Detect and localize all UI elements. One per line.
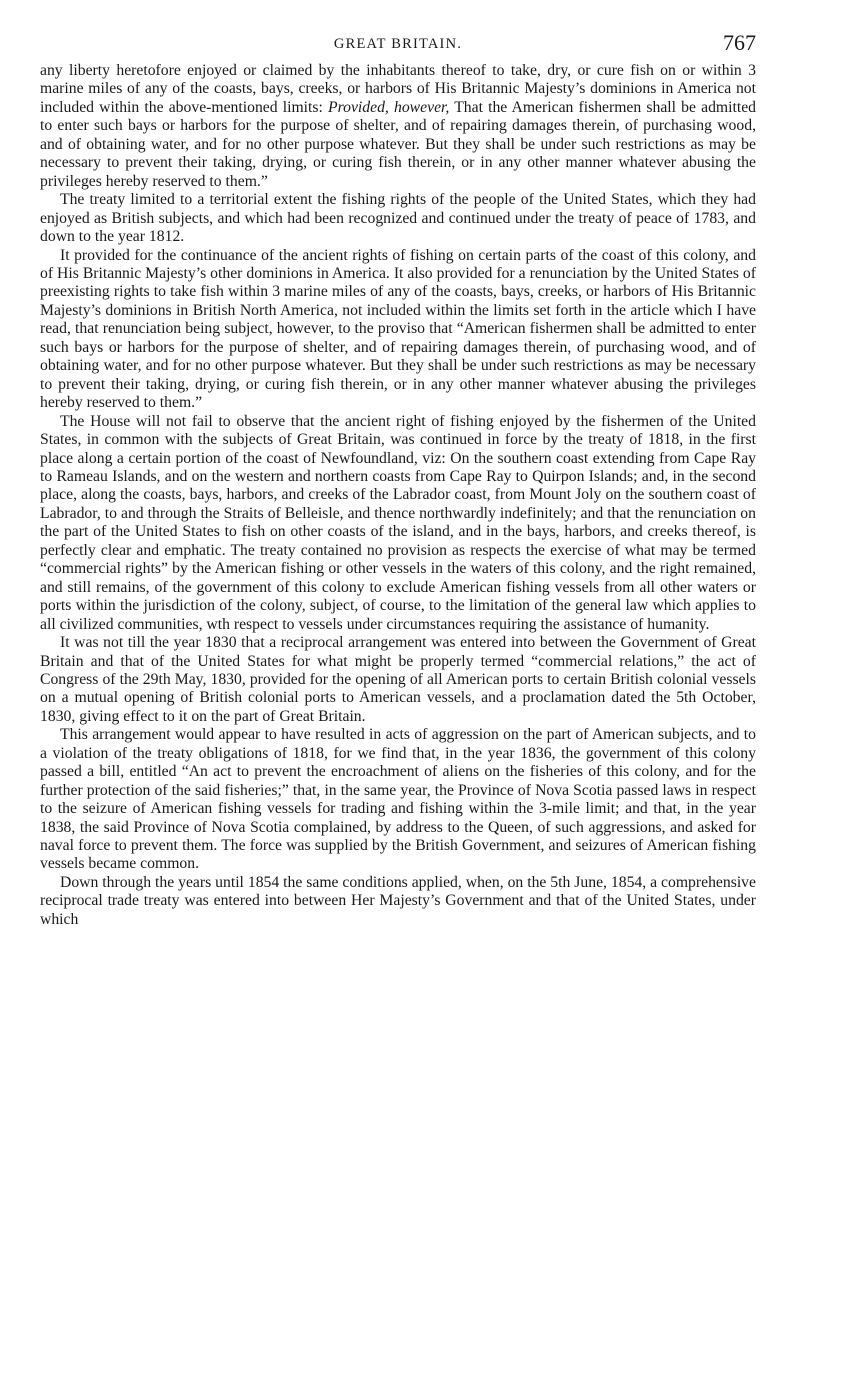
page-number: 767 — [723, 30, 756, 55]
page-body — [40, 62, 756, 929]
document-page — [40, 30, 756, 929]
paragraph-1-text-a: any liberty heretofore enjoyed or claimed by the inhabitants thereof to take, dry, or cure fish on or within 3 marine miles of any of the coasts, bays, creeks, or harbors of His Britannic Majesty’s dominions in America not included within the above-mentioned limits: — [40, 62, 756, 116]
paragraph-1-text-b: That the American fishermen shall be admitted to enter such bays or harbors for the purpose of shelter, and of repairing damages therein, of purchasing wood, and of obtaining water, and for no other purpose whatever. But they shall be under such restrictions as may be necessary to prevent their taking, drying, or curing fish therein, or in any other manner whatever abusing the privileges hereby reserved to them.” — [40, 98, 756, 190]
paragraph-7: Down through the years until 1854 the same conditions applied, when, on the 5th June, 1854, a comprehensive reciprocal trade treaty was entered into between Her Majesty’s Government and that of the United States, under which — [40, 873, 756, 928]
paragraph-3: It provided for the continuance of the ancient rights of fishing on certain parts of the coast of this colony, and of His Britannic Majesty’s other dominions in America. It also provided for a renunciation by the United States of preexisting rights to take fish within 3 marine miles of any of the coasts, bays, creeks, or harbors of His Britannic Majesty’s dominions in British North America, not included within the limits set forth in the article which I have read, that renunciation being subject, however, to the proviso that “American fishermen shall be admitted to enter such bays or harbors for the purpose of shelter, and of repairing damages therein, of purchasing wood, and of obtaining water, and for no other purpose whatever. But they shall be under such restrictions as may be necessary to prevent their taking, drying, or curing fish therein, or in any other manner whatever abusing the privileges hereby reserved to them.” — [40, 246, 756, 412]
paragraph-5: It was not till the year 1830 that a reciprocal arrangement was entered into between the Government of Great Britain and that of the United States for what might be properly termed “commercial relations,” the act of Congress of the 29th May, 1830, provided for the opening of all American ports to certain British colonial vessels on a mutual opening of British colonial ports to American vessels, and a proclamation dated the 5th October, 1830, giving effect to it on the part of Great Britain. — [40, 634, 756, 725]
paragraph-2: The treaty limited to a territorial extent the fishing rights of the people of the United States, which they had enjoyed as British subjects, and which had been recognized and continued under the treaty of peace of 1783, and down to the year 1812. — [40, 191, 756, 246]
paragraph-6: This arrangement would appear to have resulted in acts of aggression on the part of American subjects, and to a violation of the treaty obligations of 1818, for we find that, in the year 1836, the government of this colony passed a bill, entitled “An act to prevent the encroachment of aliens on the fisheries of this colony, and for the further protection of the said fisheries;” that, in the same year, the Province of Nova Scotia passed laws in respect to the seizure of American fishing vessels for trading and fishing within the 3-mile limit; and that, in the year 1838, the said Province of Nova Scotia complained, by address to the Queen, of such aggressions, and asked for naval force to prevent them. The force was supplied by the British Government, and seizures of American fishing vessels became common. — [40, 726, 756, 873]
paragraph-1-italic-proviso: Provided, however, — [328, 98, 450, 116]
paragraph-4: The House will not fail to observe that the ancient right of fishing enjoyed by the fishermen of the United States, in common with the subjects of Great Britain, was continued in force by the treaty of 1818, in the first place along a certain portion of the coast of Newfoundland, viz: On the southern coast extending from Cape Ray to Rameau Islands, and on the western and northern coasts from Cape Ray to Quirpon Islands; and, in the second place, along the coasts, bays, harbors, and creeks of the Labrador coast, from Mount Joly on the southern coast of Labrador, to and through the Straits of Belleisle, and thence northwardly indefinitely; and that the renunciation on the part of the United States to fish on other coasts of the island, and in the bays, harbors, and creeks thereof, is perfectly clear and emphatic. The treaty contained no provision as respects the exercise of what may be termed “commercial rights” by the American fishing or other vessels in the waters of this colony, and the right remained, and still remains, of the government of this colony to exclude American fishing vessels from all other waters or ports within the jurisdiction of the colony, subject, of course, to the limitation of the general law which applies to all civilized communities, wth respect to vessels under circumstances requiring the assistance of humanity. — [40, 412, 756, 633]
running-head: GREAT BRITAIN. — [333, 36, 463, 52]
page-header — [40, 30, 756, 60]
paragraph-1 — [40, 62, 756, 191]
